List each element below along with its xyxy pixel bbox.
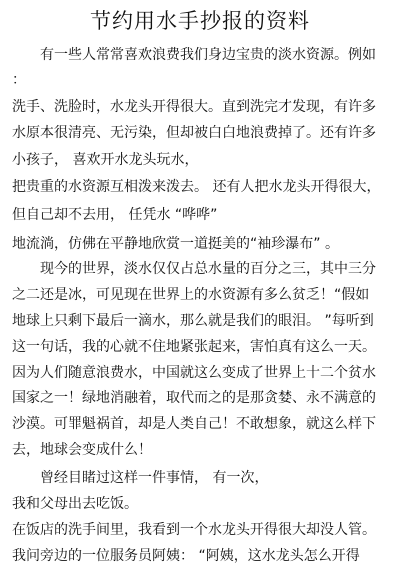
paragraph-line: 水原本很清亮、无污染，但却被白白地浪费掉了。还有许多 bbox=[12, 125, 376, 141]
paragraph-line: 把贵重的水资源互相泼来泼去。 还有人把水龙头开得很大， bbox=[12, 179, 381, 195]
paragraph-line: 有一些人常常喜欢浪费我们身边宝贵的淡水资源。例如 bbox=[40, 47, 376, 63]
paragraph-line: 洗手、洗脸时，水龙头开得很大。直到洗完才发现，有许多 bbox=[12, 99, 376, 115]
paragraph-line: 曾经目睹过这样一件事情， 有一次， bbox=[40, 470, 269, 486]
paragraph-line: 之二还是冰，可见现在世界上的水资源有多么贫乏！“假如 bbox=[12, 287, 370, 303]
paragraph-line: 在饭店的洗手间里，我看到一个水龙头开得很大却没人管。 bbox=[12, 522, 376, 538]
paragraph-line: 国家之一！绿地消融着，取代而之的是那贪婪、永不满意的 bbox=[12, 390, 376, 406]
page-title: 节约用水手抄报的资料 bbox=[90, 9, 310, 33]
paragraph-line: 去，地球会变成什么！ bbox=[12, 442, 152, 458]
paragraph-line: 我问旁边的一位服务员阿姨： “阿姨，这水龙头怎么开得 bbox=[12, 548, 360, 564]
paragraph-line: 因为人们随意浪费水，中国就这么变成了世界上十二个贫水 bbox=[12, 365, 376, 381]
paragraph-line: 我和父母出去吃饭。 bbox=[12, 496, 138, 512]
paragraph-line: 现今的世界，淡水仅仅占总水量的百分之三，其中三分 bbox=[40, 261, 376, 277]
paragraph-line: 沙漠。可罪魁祸首，却是人类自己！不敢想象，就这么样下 bbox=[12, 416, 376, 432]
paragraph-line: 地流淌，仿佛在平静地欣赏一道挺美的“袖珍瀑布” 。 bbox=[12, 236, 339, 252]
paragraph-line: ： bbox=[12, 72, 26, 88]
paragraph-line: 但自己却不去用， 任凭水 “哗哗” bbox=[12, 207, 218, 223]
paragraph-line: 这一句话，我的心就不住地紧张起来，害怕真有这么一天。 bbox=[12, 339, 376, 355]
paragraph-line: 地球上只剩下最后一滴水，那么就是我们的眼泪。 ”每听到 bbox=[12, 313, 374, 329]
paragraph-line: 小孩子， 喜欢开水龙头玩水， bbox=[12, 152, 199, 168]
